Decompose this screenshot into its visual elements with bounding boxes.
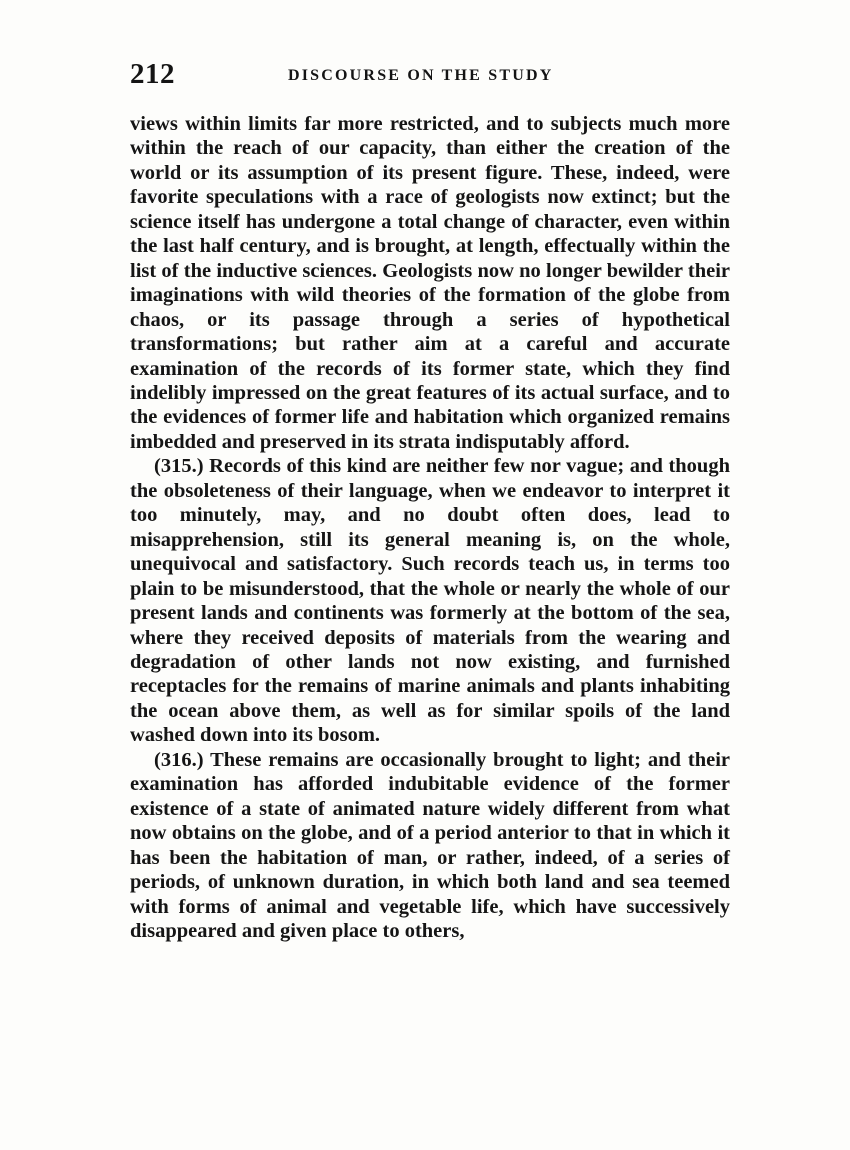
paragraph-316 bbox=[130, 748, 730, 944]
section-number: (316.) bbox=[154, 748, 204, 771]
running-title: DISCOURSE ON THE STUDY bbox=[288, 67, 554, 84]
paragraph-continuation bbox=[130, 112, 730, 454]
section-number: (315.) bbox=[154, 455, 204, 478]
paragraph-text: These remains are occasionally brought to light; and their examination has afforded indubitable evidence of the former existence of a state of animated nature widely different from what now obtains on the globe, and of a period anterior to that in which it has been the habitation of man, or rather, indeed, of a series of periods, of unknown duration, in which both land and sea teemed with forms of animal and vegetable life, which have successively disappeared and given place to others, bbox=[130, 748, 730, 942]
paragraph-315 bbox=[130, 454, 730, 747]
page-number: 212 bbox=[130, 58, 175, 90]
paragraph-text: views within limits far more restricted, and to subjects much more within the reach of our capacity, than either the creation of the world or its assumption of its present figure. These, indeed, were favorite speculations with a race of geologists now extinct; but the science itself has undergone a total change of character, even within the last half century, and is brought, at length, effectually within the list of the inductive sciences. Geologists now no longer bewilder their imaginations with wild theories of the formation of the globe from chaos, or its passage through a series of hypothetical transformations; but rather aim at a careful and accurate examination of the records of its former state, which they find indelibly impressed on the great features of its actual surface, and to the evidences of former life and habitation which organized remains imbedded and preserved in its strata indisputably afford. bbox=[130, 113, 730, 453]
paragraph-text: Records of this kind are neither few nor vague; and though the obsoleteness of their language, when we endeavor to interpret it too minutely, may, and no doubt often does, lead to misapprehension, still its general meaning is, on the whole, unequivocal and satisfactory. Such records teach us, in terms too plain to be misunderstood, that the whole or nearly the whole of our present lands and continents was formerly at the bottom of the sea, where they received deposits of materials from the wearing and degradation of other lands not now existing, and furnished receptacles for the remains of marine animals and plants inhabiting the ocean above them, as well as for similar spoils of the land washed down into its bosom. bbox=[130, 455, 730, 747]
page-header bbox=[130, 58, 730, 94]
body-text bbox=[130, 112, 730, 943]
